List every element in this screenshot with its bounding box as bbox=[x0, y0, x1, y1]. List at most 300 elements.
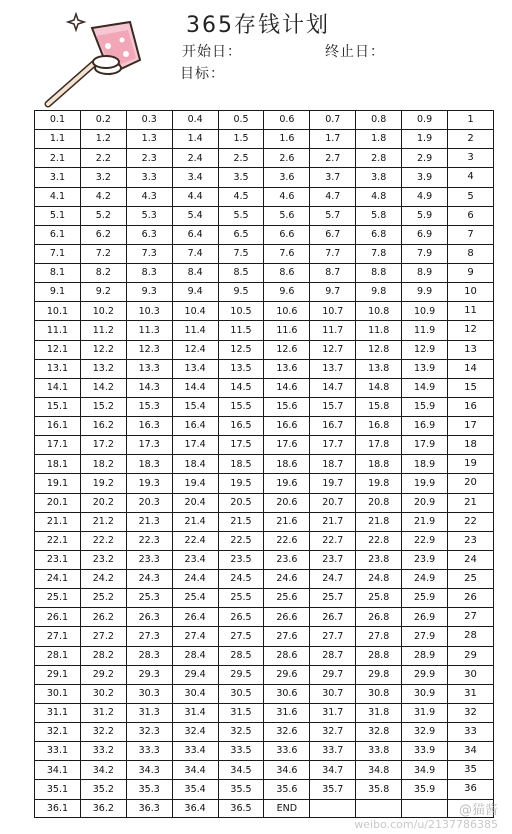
grid-cell[interactable]: 8.7 bbox=[310, 264, 356, 283]
grid-cell[interactable]: 0.6 bbox=[264, 111, 310, 130]
grid-cell[interactable]: 4 bbox=[448, 168, 494, 187]
grid-cell[interactable]: 11.8 bbox=[356, 321, 402, 340]
grid-cell[interactable]: 19.3 bbox=[126, 474, 172, 493]
grid-cell[interactable]: 16.2 bbox=[80, 417, 126, 436]
grid-cell[interactable]: 34.9 bbox=[402, 761, 448, 780]
grid-cell[interactable]: 31.5 bbox=[218, 703, 264, 722]
grid-cell[interactable]: 35 bbox=[448, 761, 494, 780]
grid-cell[interactable]: 1.7 bbox=[310, 130, 356, 149]
grid-cell[interactable]: 11.3 bbox=[126, 321, 172, 340]
grid-cell[interactable]: 26.3 bbox=[126, 608, 172, 627]
grid-cell[interactable]: 28.1 bbox=[35, 646, 81, 665]
grid-cell[interactable]: 34.2 bbox=[80, 761, 126, 780]
grid-cell[interactable]: 27.4 bbox=[172, 627, 218, 646]
grid-cell[interactable]: 8.1 bbox=[35, 264, 81, 283]
grid-cell[interactable]: 5.6 bbox=[264, 206, 310, 225]
grid-cell[interactable]: 28.5 bbox=[218, 646, 264, 665]
grid-cell[interactable]: 32.2 bbox=[80, 723, 126, 742]
grid-cell[interactable]: 31.2 bbox=[80, 703, 126, 722]
grid-cell[interactable]: 13.4 bbox=[172, 359, 218, 378]
grid-cell[interactable]: 1.8 bbox=[356, 130, 402, 149]
grid-cell[interactable]: 22 bbox=[448, 512, 494, 531]
grid-cell[interactable]: 12.7 bbox=[310, 340, 356, 359]
grid-cell[interactable]: 7.8 bbox=[356, 244, 402, 263]
grid-cell[interactable]: 14.7 bbox=[310, 378, 356, 397]
grid-cell[interactable]: 25.2 bbox=[80, 589, 126, 608]
grid-cell[interactable]: 9.2 bbox=[80, 283, 126, 302]
grid-cell[interactable]: 18.8 bbox=[356, 455, 402, 474]
grid-cell[interactable]: 24 bbox=[448, 550, 494, 569]
grid-cell[interactable]: 8.4 bbox=[172, 264, 218, 283]
grid-cell[interactable]: 20.8 bbox=[356, 493, 402, 512]
grid-cell[interactable]: 0.8 bbox=[356, 111, 402, 130]
grid-cell[interactable]: 16.5 bbox=[218, 417, 264, 436]
grid-cell[interactable]: 12.3 bbox=[126, 340, 172, 359]
grid-cell[interactable]: 31.3 bbox=[126, 703, 172, 722]
grid-cell[interactable]: 0.1 bbox=[35, 111, 81, 130]
grid-cell[interactable]: 21.9 bbox=[402, 512, 448, 531]
grid-cell[interactable]: 18.7 bbox=[310, 455, 356, 474]
grid-cell[interactable]: 10.5 bbox=[218, 302, 264, 321]
grid-cell[interactable]: 32.8 bbox=[356, 723, 402, 742]
grid-cell[interactable]: 8.5 bbox=[218, 264, 264, 283]
grid-cell[interactable]: 14.2 bbox=[80, 378, 126, 397]
grid-cell[interactable]: 7.4 bbox=[172, 244, 218, 263]
grid-cell[interactable]: 20.7 bbox=[310, 493, 356, 512]
grid-cell[interactable]: 6 bbox=[448, 206, 494, 225]
grid-cell[interactable]: 34.5 bbox=[218, 761, 264, 780]
grid-cell[interactable]: 12.6 bbox=[264, 340, 310, 359]
grid-cell[interactable]: 28.6 bbox=[264, 646, 310, 665]
grid-cell[interactable]: 28.7 bbox=[310, 646, 356, 665]
grid-cell[interactable]: 36.1 bbox=[35, 799, 81, 818]
grid-cell[interactable]: 5 bbox=[448, 187, 494, 206]
grid-cell[interactable]: 4.6 bbox=[264, 187, 310, 206]
grid-cell[interactable]: 17.2 bbox=[80, 436, 126, 455]
grid-cell[interactable]: 33.4 bbox=[172, 742, 218, 761]
grid-cell[interactable]: 11.4 bbox=[172, 321, 218, 340]
grid-cell[interactable]: 10.7 bbox=[310, 302, 356, 321]
grid-cell[interactable]: 3.9 bbox=[402, 168, 448, 187]
grid-cell[interactable]: 27.9 bbox=[402, 627, 448, 646]
grid-cell[interactable]: 33.8 bbox=[356, 742, 402, 761]
grid-cell[interactable]: 21.6 bbox=[264, 512, 310, 531]
grid-cell[interactable]: 2.4 bbox=[172, 149, 218, 168]
grid-cell[interactable]: 23.3 bbox=[126, 550, 172, 569]
grid-cell[interactable]: 13.9 bbox=[402, 359, 448, 378]
grid-cell[interactable]: 18 bbox=[448, 436, 494, 455]
grid-cell[interactable]: 27.7 bbox=[310, 627, 356, 646]
grid-cell[interactable]: 22.3 bbox=[126, 531, 172, 550]
grid-cell[interactable]: 17.9 bbox=[402, 436, 448, 455]
grid-cell[interactable]: 34.3 bbox=[126, 761, 172, 780]
grid-cell[interactable]: 19 bbox=[448, 455, 494, 474]
grid-cell[interactable]: 17.3 bbox=[126, 436, 172, 455]
grid-cell[interactable]: 23.8 bbox=[356, 550, 402, 569]
grid-cell[interactable]: 14 bbox=[448, 359, 494, 378]
grid-cell[interactable]: 21.1 bbox=[35, 512, 81, 531]
grid-cell[interactable]: 11.9 bbox=[402, 321, 448, 340]
grid-cell[interactable]: 25 bbox=[448, 570, 494, 589]
grid-cell[interactable]: 31 bbox=[448, 684, 494, 703]
grid-cell[interactable]: 23.5 bbox=[218, 550, 264, 569]
grid-cell[interactable]: 25.8 bbox=[356, 589, 402, 608]
grid-cell[interactable]: 0.9 bbox=[402, 111, 448, 130]
grid-cell[interactable]: 2.5 bbox=[218, 149, 264, 168]
grid-cell[interactable]: 12.4 bbox=[172, 340, 218, 359]
grid-cell[interactable]: 28.9 bbox=[402, 646, 448, 665]
grid-cell[interactable]: 13.1 bbox=[35, 359, 81, 378]
grid-cell[interactable]: 28.3 bbox=[126, 646, 172, 665]
grid-cell[interactable]: 18.9 bbox=[402, 455, 448, 474]
grid-cell[interactable]: 24.2 bbox=[80, 570, 126, 589]
grid-cell[interactable]: 11.7 bbox=[310, 321, 356, 340]
grid-cell[interactable]: 4.9 bbox=[402, 187, 448, 206]
grid-cell[interactable]: 9.3 bbox=[126, 283, 172, 302]
grid-cell[interactable]: 1 bbox=[448, 111, 494, 130]
grid-cell[interactable]: 13.2 bbox=[80, 359, 126, 378]
grid-cell[interactable]: 21.7 bbox=[310, 512, 356, 531]
grid-cell[interactable]: 29 bbox=[448, 646, 494, 665]
grid-cell[interactable]: 20.4 bbox=[172, 493, 218, 512]
grid-cell[interactable]: 28.2 bbox=[80, 646, 126, 665]
grid-cell[interactable]: 22.6 bbox=[264, 531, 310, 550]
grid-cell[interactable]: 19.1 bbox=[35, 474, 81, 493]
grid-cell[interactable]: 33.6 bbox=[264, 742, 310, 761]
grid-cell[interactable]: 25.5 bbox=[218, 589, 264, 608]
grid-cell[interactable]: 36 bbox=[448, 780, 494, 799]
grid-cell[interactable]: 1.5 bbox=[218, 130, 264, 149]
grid-cell[interactable]: 6.6 bbox=[264, 225, 310, 244]
grid-cell[interactable]: 3.1 bbox=[35, 168, 81, 187]
grid-cell[interactable]: 6.8 bbox=[356, 225, 402, 244]
grid-cell[interactable]: 31.1 bbox=[35, 703, 81, 722]
grid-cell[interactable]: 19.4 bbox=[172, 474, 218, 493]
grid-cell[interactable]: 29.3 bbox=[126, 665, 172, 684]
grid-cell[interactable]: 6.4 bbox=[172, 225, 218, 244]
grid-cell[interactable]: 2.3 bbox=[126, 149, 172, 168]
grid-cell[interactable]: 4.4 bbox=[172, 187, 218, 206]
grid-cell[interactable]: 22.2 bbox=[80, 531, 126, 550]
grid-cell[interactable]: 28.8 bbox=[356, 646, 402, 665]
grid-cell[interactable]: 17.1 bbox=[35, 436, 81, 455]
grid-cell[interactable]: 24.8 bbox=[356, 570, 402, 589]
grid-cell[interactable]: 28 bbox=[448, 627, 494, 646]
grid-cell[interactable]: 16.6 bbox=[264, 417, 310, 436]
grid-cell[interactable]: 16.4 bbox=[172, 417, 218, 436]
grid-cell[interactable]: 15.4 bbox=[172, 397, 218, 416]
grid-cell[interactable]: 23.7 bbox=[310, 550, 356, 569]
grid-cell[interactable]: 10.6 bbox=[264, 302, 310, 321]
grid-cell[interactable]: 29.4 bbox=[172, 665, 218, 684]
grid-cell[interactable]: 8.2 bbox=[80, 264, 126, 283]
grid-cell[interactable]: 5.7 bbox=[310, 206, 356, 225]
grid-cell[interactable]: 15.7 bbox=[310, 397, 356, 416]
grid-cell[interactable]: 30.4 bbox=[172, 684, 218, 703]
grid-cell[interactable]: 1.6 bbox=[264, 130, 310, 149]
grid-cell[interactable]: 29.2 bbox=[80, 665, 126, 684]
grid-cell[interactable]: 29.8 bbox=[356, 665, 402, 684]
grid-cell[interactable]: 21.3 bbox=[126, 512, 172, 531]
grid-cell[interactable]: 5.8 bbox=[356, 206, 402, 225]
grid-cell[interactable]: 17 bbox=[448, 417, 494, 436]
grid-cell[interactable]: 0.7 bbox=[310, 111, 356, 130]
grid-cell[interactable]: 32.7 bbox=[310, 723, 356, 742]
grid-cell[interactable]: 20.9 bbox=[402, 493, 448, 512]
grid-cell[interactable]: 23.1 bbox=[35, 550, 81, 569]
grid-cell[interactable]: 35.8 bbox=[356, 780, 402, 799]
grid-cell[interactable]: 20 bbox=[448, 474, 494, 493]
grid-cell[interactable]: 18.3 bbox=[126, 455, 172, 474]
grid-cell[interactable]: 6.3 bbox=[126, 225, 172, 244]
grid-cell[interactable] bbox=[310, 799, 356, 818]
grid-cell[interactable]: 15.2 bbox=[80, 397, 126, 416]
grid-cell[interactable]: 16.3 bbox=[126, 417, 172, 436]
grid-cell[interactable]: 21.8 bbox=[356, 512, 402, 531]
grid-cell[interactable]: 34.8 bbox=[356, 761, 402, 780]
grid-cell[interactable]: 32.5 bbox=[218, 723, 264, 742]
grid-cell[interactable]: 24.6 bbox=[264, 570, 310, 589]
grid-cell[interactable]: 11.6 bbox=[264, 321, 310, 340]
grid-cell[interactable]: 23 bbox=[448, 531, 494, 550]
grid-cell[interactable]: 11 bbox=[448, 302, 494, 321]
grid-cell[interactable]: 14.9 bbox=[402, 378, 448, 397]
grid-cell[interactable]: 15.9 bbox=[402, 397, 448, 416]
grid-cell[interactable]: 5.4 bbox=[172, 206, 218, 225]
grid-cell[interactable]: 6.2 bbox=[80, 225, 126, 244]
grid-cell[interactable]: 4.7 bbox=[310, 187, 356, 206]
grid-cell[interactable]: 3.8 bbox=[356, 168, 402, 187]
grid-cell[interactable]: 20.3 bbox=[126, 493, 172, 512]
grid-cell[interactable]: 34.6 bbox=[264, 761, 310, 780]
grid-cell[interactable]: 15.1 bbox=[35, 397, 81, 416]
grid-cell[interactable]: 12.8 bbox=[356, 340, 402, 359]
grid-cell[interactable]: 26.7 bbox=[310, 608, 356, 627]
grid-cell[interactable]: 26.8 bbox=[356, 608, 402, 627]
grid-cell[interactable]: 32.9 bbox=[402, 723, 448, 742]
grid-cell[interactable]: 12 bbox=[448, 321, 494, 340]
grid-cell[interactable]: 36.4 bbox=[172, 799, 218, 818]
grid-cell[interactable]: 3.4 bbox=[172, 168, 218, 187]
grid-cell[interactable]: 5.2 bbox=[80, 206, 126, 225]
grid-cell[interactable]: 27.2 bbox=[80, 627, 126, 646]
grid-cell[interactable]: 5.1 bbox=[35, 206, 81, 225]
grid-cell[interactable]: 36.5 bbox=[218, 799, 264, 818]
grid-cell[interactable]: 7.5 bbox=[218, 244, 264, 263]
grid-cell[interactable]: 20.1 bbox=[35, 493, 81, 512]
grid-cell[interactable]: 0.5 bbox=[218, 111, 264, 130]
grid-cell[interactable]: 31.8 bbox=[356, 703, 402, 722]
grid-cell[interactable]: 20.2 bbox=[80, 493, 126, 512]
grid-cell[interactable]: 4.8 bbox=[356, 187, 402, 206]
grid-cell[interactable]: 7.1 bbox=[35, 244, 81, 263]
grid-cell[interactable]: 16 bbox=[448, 397, 494, 416]
grid-cell[interactable]: 33.1 bbox=[35, 742, 81, 761]
grid-cell[interactable]: 30.9 bbox=[402, 684, 448, 703]
grid-cell[interactable]: 13.6 bbox=[264, 359, 310, 378]
grid-cell[interactable]: 28.4 bbox=[172, 646, 218, 665]
grid-cell[interactable]: 14.4 bbox=[172, 378, 218, 397]
grid-cell[interactable]: 21.2 bbox=[80, 512, 126, 531]
grid-cell[interactable]: 35.4 bbox=[172, 780, 218, 799]
grid-cell[interactable]: 21 bbox=[448, 493, 494, 512]
grid-cell[interactable]: 16.7 bbox=[310, 417, 356, 436]
grid-cell[interactable]: 31.6 bbox=[264, 703, 310, 722]
grid-cell[interactable]: 35.9 bbox=[402, 780, 448, 799]
grid-cell[interactable]: 9.9 bbox=[402, 283, 448, 302]
grid-cell[interactable]: 18.4 bbox=[172, 455, 218, 474]
grid-cell[interactable]: 3.5 bbox=[218, 168, 264, 187]
grid-cell[interactable]: 27.5 bbox=[218, 627, 264, 646]
grid-cell[interactable]: 35.6 bbox=[264, 780, 310, 799]
grid-cell[interactable]: 23.4 bbox=[172, 550, 218, 569]
grid-cell[interactable]: 32.3 bbox=[126, 723, 172, 742]
grid-cell[interactable]: 16.9 bbox=[402, 417, 448, 436]
grid-cell[interactable]: 11.1 bbox=[35, 321, 81, 340]
grid-cell[interactable]: 6.7 bbox=[310, 225, 356, 244]
grid-cell[interactable]: 0.3 bbox=[126, 111, 172, 130]
grid-cell[interactable]: 5.9 bbox=[402, 206, 448, 225]
grid-cell[interactable]: 26.5 bbox=[218, 608, 264, 627]
grid-cell[interactable]: 26 bbox=[448, 589, 494, 608]
grid-cell[interactable]: 27.8 bbox=[356, 627, 402, 646]
grid-cell[interactable]: 33.9 bbox=[402, 742, 448, 761]
grid-cell[interactable]: 24.1 bbox=[35, 570, 81, 589]
grid-cell[interactable]: 9 bbox=[448, 264, 494, 283]
grid-cell[interactable]: 27.6 bbox=[264, 627, 310, 646]
grid-cell[interactable]: 30.5 bbox=[218, 684, 264, 703]
grid-cell[interactable]: 9.6 bbox=[264, 283, 310, 302]
grid-cell[interactable]: 14.8 bbox=[356, 378, 402, 397]
grid-cell[interactable]: 8 bbox=[448, 244, 494, 263]
grid-cell[interactable]: 31.9 bbox=[402, 703, 448, 722]
grid-cell[interactable]: 8.8 bbox=[356, 264, 402, 283]
grid-cell[interactable]: 7.6 bbox=[264, 244, 310, 263]
grid-cell[interactable]: 13.3 bbox=[126, 359, 172, 378]
grid-cell[interactable]: 9.7 bbox=[310, 283, 356, 302]
grid-cell[interactable]: 2 bbox=[448, 130, 494, 149]
grid-cell[interactable]: 36.3 bbox=[126, 799, 172, 818]
grid-cell[interactable]: 13 bbox=[448, 340, 494, 359]
grid-cell[interactable]: 18.2 bbox=[80, 455, 126, 474]
grid-cell[interactable]: 35.5 bbox=[218, 780, 264, 799]
grid-cell[interactable]: 33.7 bbox=[310, 742, 356, 761]
grid-cell[interactable]: 16.1 bbox=[35, 417, 81, 436]
grid-cell[interactable]: 7.7 bbox=[310, 244, 356, 263]
grid-cell[interactable]: 19.7 bbox=[310, 474, 356, 493]
grid-cell[interactable]: 15.8 bbox=[356, 397, 402, 416]
grid-cell[interactable]: 24.3 bbox=[126, 570, 172, 589]
grid-cell[interactable]: 30.6 bbox=[264, 684, 310, 703]
grid-cell[interactable]: 6.9 bbox=[402, 225, 448, 244]
grid-cell[interactable]: 2.6 bbox=[264, 149, 310, 168]
grid-cell[interactable]: 11.2 bbox=[80, 321, 126, 340]
grid-cell[interactable]: 15.6 bbox=[264, 397, 310, 416]
grid-cell[interactable]: 8.6 bbox=[264, 264, 310, 283]
grid-cell[interactable]: 32.6 bbox=[264, 723, 310, 742]
grid-cell[interactable]: 20.6 bbox=[264, 493, 310, 512]
grid-cell[interactable]: 34 bbox=[448, 742, 494, 761]
grid-cell[interactable]: 4.2 bbox=[80, 187, 126, 206]
grid-cell[interactable]: 35.1 bbox=[35, 780, 81, 799]
grid-cell[interactable]: 33 bbox=[448, 723, 494, 742]
grid-cell[interactable]: 25.1 bbox=[35, 589, 81, 608]
grid-cell[interactable]: 4.3 bbox=[126, 187, 172, 206]
grid-cell[interactable]: 5.5 bbox=[218, 206, 264, 225]
grid-cell[interactable]: 35.2 bbox=[80, 780, 126, 799]
grid-cell[interactable]: 6.1 bbox=[35, 225, 81, 244]
grid-cell[interactable]: 18.1 bbox=[35, 455, 81, 474]
grid-cell[interactable]: 33.3 bbox=[126, 742, 172, 761]
grid-cell[interactable]: 15.3 bbox=[126, 397, 172, 416]
grid-cell[interactable]: 9.5 bbox=[218, 283, 264, 302]
grid-cell[interactable]: 30.3 bbox=[126, 684, 172, 703]
grid-cell[interactable]: 20.5 bbox=[218, 493, 264, 512]
grid-cell[interactable]: 1.4 bbox=[172, 130, 218, 149]
grid-cell[interactable]: 3 bbox=[448, 149, 494, 168]
grid-cell[interactable]: 19.8 bbox=[356, 474, 402, 493]
grid-cell[interactable]: 1.2 bbox=[80, 130, 126, 149]
grid-cell[interactable]: 1.1 bbox=[35, 130, 81, 149]
grid-cell[interactable]: 8.9 bbox=[402, 264, 448, 283]
grid-cell[interactable]: 22.9 bbox=[402, 531, 448, 550]
grid-cell[interactable]: 30 bbox=[448, 665, 494, 684]
grid-cell[interactable]: 25.4 bbox=[172, 589, 218, 608]
grid-cell[interactable]: 10.9 bbox=[402, 302, 448, 321]
grid-cell[interactable]: 22.5 bbox=[218, 531, 264, 550]
grid-cell[interactable]: 32 bbox=[448, 703, 494, 722]
grid-cell[interactable]: 35.7 bbox=[310, 780, 356, 799]
grid-cell[interactable]: 30.7 bbox=[310, 684, 356, 703]
grid-cell[interactable]: 13.8 bbox=[356, 359, 402, 378]
grid-cell[interactable]: 34.4 bbox=[172, 761, 218, 780]
grid-cell[interactable]: 29.6 bbox=[264, 665, 310, 684]
grid-cell[interactable]: 8.3 bbox=[126, 264, 172, 283]
grid-cell[interactable]: 29.1 bbox=[35, 665, 81, 684]
grid-cell[interactable]: 10.8 bbox=[356, 302, 402, 321]
grid-cell[interactable]: 19.5 bbox=[218, 474, 264, 493]
grid-cell[interactable]: 27.3 bbox=[126, 627, 172, 646]
grid-cell[interactable]: END bbox=[264, 799, 310, 818]
grid-cell[interactable]: 10 bbox=[448, 283, 494, 302]
grid-cell[interactable]: 3.6 bbox=[264, 168, 310, 187]
grid-cell[interactable]: 29.5 bbox=[218, 665, 264, 684]
grid-cell[interactable]: 33.5 bbox=[218, 742, 264, 761]
grid-cell[interactable]: 25.7 bbox=[310, 589, 356, 608]
grid-cell[interactable]: 11.5 bbox=[218, 321, 264, 340]
grid-cell[interactable]: 30.1 bbox=[35, 684, 81, 703]
grid-cell[interactable]: 33.2 bbox=[80, 742, 126, 761]
grid-cell[interactable]: 17.7 bbox=[310, 436, 356, 455]
grid-cell[interactable]: 19.2 bbox=[80, 474, 126, 493]
grid-cell[interactable]: 19.9 bbox=[402, 474, 448, 493]
grid-cell[interactable]: 17.5 bbox=[218, 436, 264, 455]
grid-cell[interactable]: 26.9 bbox=[402, 608, 448, 627]
grid-cell[interactable]: 23.9 bbox=[402, 550, 448, 569]
grid-cell[interactable]: 1.3 bbox=[126, 130, 172, 149]
grid-cell[interactable]: 14.6 bbox=[264, 378, 310, 397]
grid-cell[interactable]: 3.3 bbox=[126, 168, 172, 187]
grid-cell[interactable]: 14.1 bbox=[35, 378, 81, 397]
grid-cell[interactable]: 10.1 bbox=[35, 302, 81, 321]
grid-cell[interactable]: 12.2 bbox=[80, 340, 126, 359]
grid-cell[interactable]: 7.2 bbox=[80, 244, 126, 263]
grid-cell[interactable]: 4.1 bbox=[35, 187, 81, 206]
grid-cell[interactable]: 27 bbox=[448, 608, 494, 627]
grid-cell[interactable]: 26.4 bbox=[172, 608, 218, 627]
grid-cell[interactable]: 23.2 bbox=[80, 550, 126, 569]
grid-cell[interactable]: 12.5 bbox=[218, 340, 264, 359]
